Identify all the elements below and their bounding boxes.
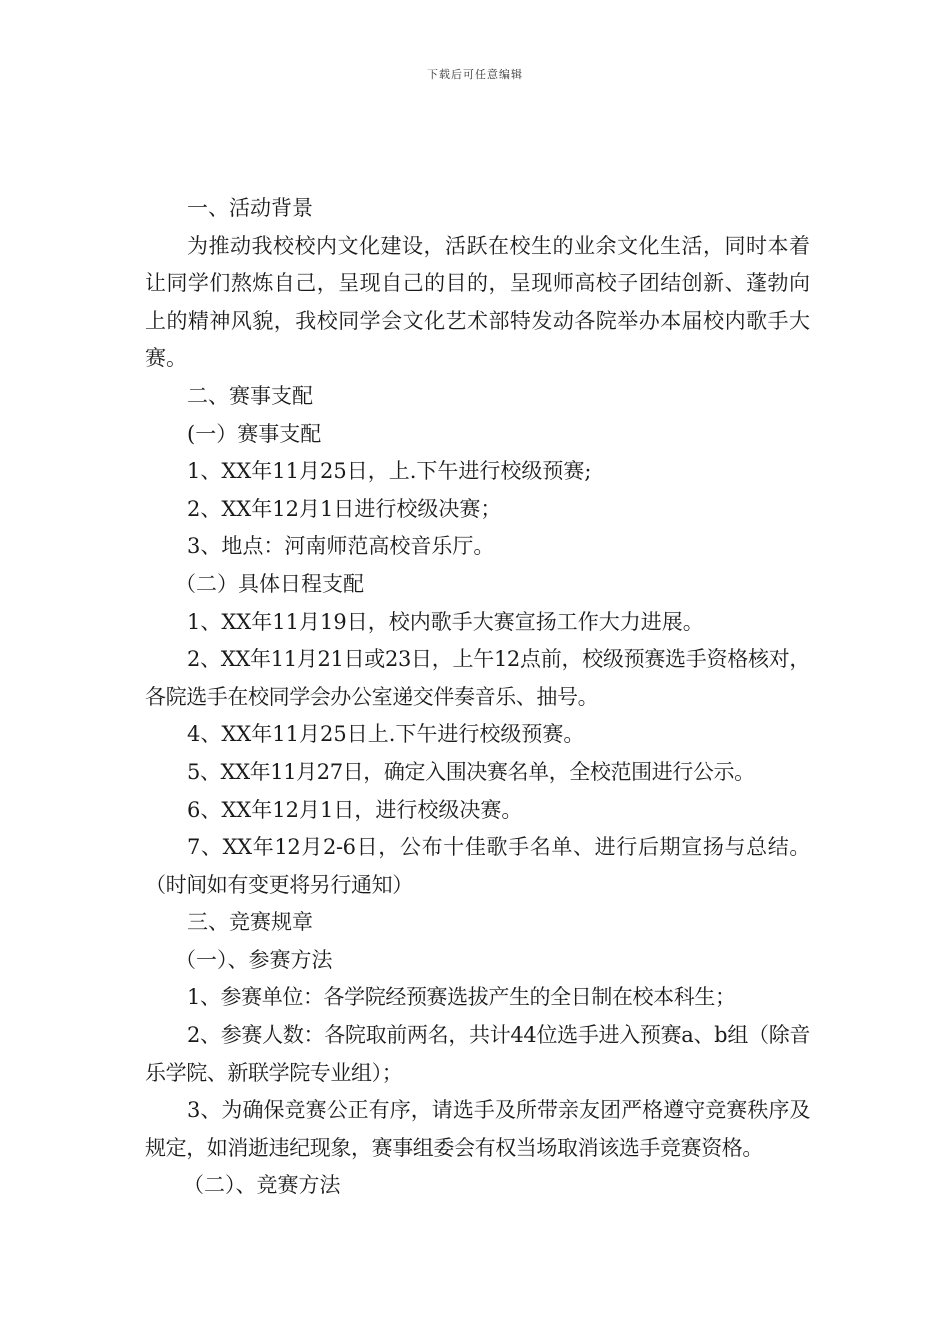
section-heading-rules: 三、竞赛规章 (187, 910, 313, 935)
subheading-detailed-schedule: （二）具体日程支配 (175, 571, 364, 596)
list-item: 4、XX年11月25日上.下午进行校级预赛。 (187, 722, 585, 747)
subheading-schedule-arrangement: (一）赛事支配 (187, 421, 322, 446)
section-heading-schedule: 二、赛事支配 (187, 383, 313, 408)
list-item: 1、XX年11月19日，校内歌手大赛宣扬工作大力进展。 (187, 609, 704, 634)
subheading-participation-method: （一）、参赛方法 (175, 947, 333, 972)
header-note: 下载后可任意编辑 (427, 68, 523, 81)
list-item: 2、XX年12月1日进行校级决赛； (187, 496, 502, 521)
subheading-competition-method: （二）、竞赛方法 (183, 1173, 341, 1198)
list-item: 2、XX年11月21日或23日，上午12点前，校级预赛选手资格核对，各院选手在校同学会办公室递交伴奏音乐、抽号。 (145, 647, 810, 709)
list-item: 1、参赛单位：各学院经预赛选拔产生的全日制在校本科生； (187, 985, 736, 1010)
list-item: 6、XX年12月1日，进行校级决赛。 (187, 797, 523, 822)
list-item: 7、XX年12月2-6日，公布十佳歌手名单、进行后期宣扬与总结。（时间如有变更将另行通知） (145, 835, 810, 897)
paragraph-background: 为推动我校校内文化建设，活跃在校生的业余文化生活，同时本着让同学们熬炼自己，呈现自己的目的，呈现师高校子团结创新、蓬勃向上的精神风貌，我校同学会文化艺术部特发动各院举办本届校内歌手大赛。 (145, 233, 810, 371)
list-item: 1、XX年11月25日，上.下午进行校级预赛; (187, 459, 592, 484)
section-heading-background: 一、活动背景 (187, 196, 313, 220)
list-item: 3、地点：河南师范高校音乐厅。 (187, 534, 495, 559)
document-body (145, 190, 810, 1205)
list-item: 5、XX年11月27日，确定入围决赛名单，全校范围进行公示。 (187, 759, 755, 784)
list-item: 2、参赛人数：各院取前两名，共计44位选手进入预赛a、b组（除音乐学院、新联学院专业组）； (145, 1023, 810, 1085)
list-item: 3、为确保竞赛公正有序，请选手及所带亲友团严格遵守竞赛秩序及规定，如消逝违纪现象，赛事组委会有权当场取消该选手竞赛资格。 (145, 1098, 810, 1160)
